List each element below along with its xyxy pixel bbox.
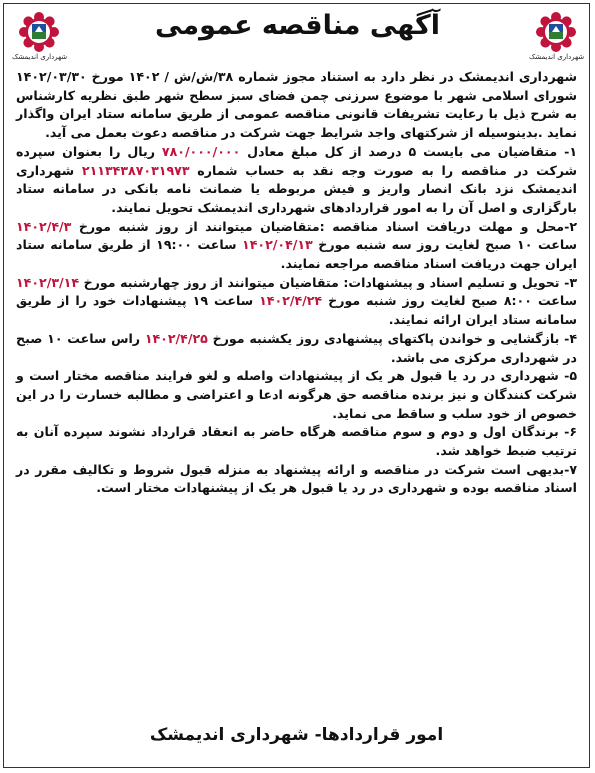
deposit-amount: ۷۸۰/۰۰۰/۰۰۰	[161, 143, 241, 159]
item-1-text: شهرداری اندیمشک نزد بانک انصار واریز و فیش مربوطه یا ضمانت نامه بانکی در سامانه ستاد بارگزاری و اصل آن را به امور قراردادهای شهرداری اندیمشک تحویل نمایند.	[16, 162, 577, 215]
item-1-text: ۱- متقاضیان می بایست ۵ درصد از کل مبلغ معادل	[240, 143, 577, 159]
item-6: ۶- برندگان اول و دوم و سوم مناقصه هرگاه حاضر به انعقاد قرارداد نشوند سپرده آنان به ترتیب ضبط خواهد شد.	[16, 424, 577, 459]
header	[4, 4, 591, 72]
logo-caption: شهرداری اندیمشک	[12, 53, 68, 61]
item-4-text: ۴- بازگشایی و خواندن پاکتهای پیشنهادی روز یکشنبه مورخ	[207, 330, 577, 346]
item-3-text: ساعت ۸:۰۰ صبح لغایت روز شنبه مورخ	[322, 293, 577, 309]
account-number: ۲۱۱۳۴۳۸۷۰۳۱۹۷۳	[81, 162, 190, 178]
item-5: ۵- شهرداری در رد یا قبول هر یک از پیشنهادات واصله و لغو فرایند مناقصه مختار است و شرکت کنندگان و نیز برنده مناقصه حق هرگونه ادعا و اعتراضی و مطالبه خسارت را در این خصوص از خود سلب و ساقط می نماید.	[16, 368, 577, 421]
footer-signature: امور قراردادها- شهرداری اندیمشک	[149, 725, 444, 745]
item-2-text: ۲-محل و مهلت دریافت اسناد مناقصه :متقاضیان میتوانند از روز شنبه مورخ	[71, 218, 577, 234]
item-7: ۷-بدیهی است شرکت در مناقصه و ارائه پیشنهاد به منزله قبول شروط و تکالیف مقرر در اسناد مناقصه بوده و شهرداری در رد یا قبول هر یک از پیشنهادات مختار است.	[16, 461, 577, 496]
item-4	[16, 330, 577, 367]
opening-date: ۱۴۰۲/۴/۲۵	[144, 330, 208, 346]
item-3-text: ۳- تحویل و تسلیم اسناد و پیشنهادات: متقاضیان میتوانند از روز چهارشنبه مورخ	[79, 274, 577, 290]
item-2-text: ساعت ۱۹:۰۰ از طریق سامانه ستاد ایران جهت دریافت اسناد مناقصه مراجعه نمایند.	[16, 237, 577, 272]
documents-start-date: ۱۴۰۲/۴/۳	[16, 218, 72, 234]
item-2	[16, 218, 577, 274]
logo-caption: شهرداری اندیمشک	[529, 53, 585, 61]
submission-start-date: ۱۴۰۲/۳/۱۴	[16, 274, 80, 290]
item-4-text: راس ساعت ۱۰ صبح در شهرداری مرکزی می باشد.	[16, 330, 577, 365]
submission-end-date: ۱۴۰۲/۴/۲۴	[259, 293, 323, 309]
municipality-emblem-icon	[536, 12, 576, 52]
documents-end-date: ۱۴۰۲/۰۴/۱۳	[242, 237, 313, 253]
item-2-text: ساعت ۱۰ صبح لغایت روز سه شنبه مورخ	[312, 237, 577, 253]
notice-frame	[3, 3, 590, 768]
notice-title: آگهی مناقصه عمومی	[155, 10, 440, 41]
item-3	[16, 274, 577, 330]
intro-paragraph: شهرداری اندیمشک در نظر دارد به استناد مجوز شماره ۳۸/ش/ش / ۱۴۰۲ مورخ ۱۴۰۲/۰۳/۳۰ شورای اسلامی شهر با موضوع سرزنی چمن فضای سبز سطح شهر طبق نظریه کارشناس به شرح ذیل با رعایت تشریفات قانونی مناقصه عمومی از طریق سامانه ستاد ایران واگذار نماید .بدینوسیله از شرکتهای واجد شرایط جهت شرکت در مناقصه دعوت بعمل می آید.	[16, 69, 577, 141]
item-3-text: ساعت ۱۹ پیشنهادات خود را از طریق سامانه ستاد ایران ارائه نمایند.	[16, 293, 577, 328]
item-1-text: ریال را بعنوان سپرده شرکت در مناقصه را به صورت وجه نقد به حساب شماره	[16, 143, 577, 178]
notice-body	[16, 68, 577, 498]
item-1	[16, 143, 577, 218]
municipality-logo-right	[529, 12, 583, 61]
